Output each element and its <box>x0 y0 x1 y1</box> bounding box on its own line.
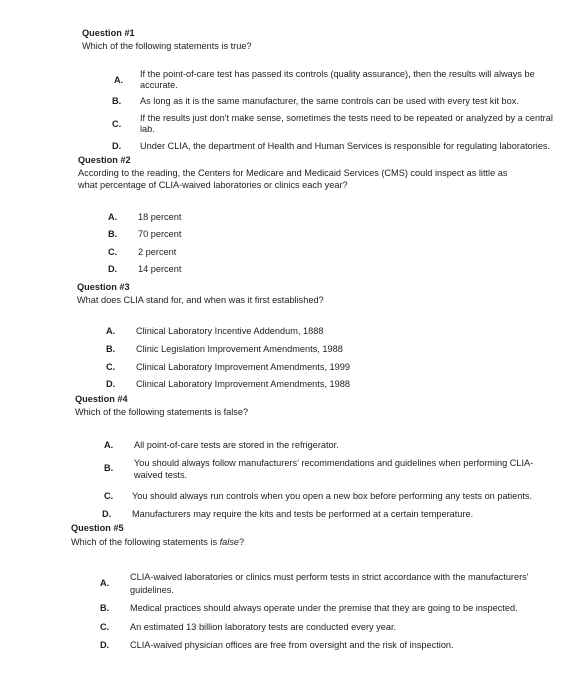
q5-option-c-letter: C. <box>100 622 110 632</box>
q4-option-a-letter: A. <box>104 440 114 450</box>
q2-option-b-letter: B. <box>108 229 118 239</box>
q5-option-a-text: CLIA-waived laboratories or clinics must perform tests in strict accordance with the manufacturers' <box>130 572 529 582</box>
q1-option-d-text: Under CLIA, the department of Health and Human Services is responsible for regulating laboratories. <box>140 141 551 151</box>
q4-option-a-text: All point-of-care tests are stored in the refrigerator. <box>134 440 339 450</box>
q1-option-a-letter: A. <box>114 75 124 85</box>
question-2-prompt: According to the reading, the Centers for Medicare and Medicaid Services (CMS) could inspect as little as <box>78 168 508 178</box>
q4-option-b-letter: B. <box>104 463 114 473</box>
question-3-prompt: What does CLIA stand for, and when was it first established? <box>77 295 324 305</box>
question-4-title: Question #4 <box>75 394 128 404</box>
q4-option-d-letter: D. <box>102 509 112 519</box>
q3-option-c-text: Clinical Laboratory Improvement Amendments, 1999 <box>136 362 350 372</box>
q1-option-c-text-cont: lab. <box>140 124 155 134</box>
q2-option-c-text: 2 percent <box>138 247 177 257</box>
question-5-prompt <box>71 537 244 549</box>
q2-option-a-letter: A. <box>108 212 118 222</box>
q1-option-d-letter: D. <box>112 141 122 151</box>
q1-option-c-text: If the results just don't make sense, sometimes the tests need to be repeated or analyzed by a central <box>140 113 553 123</box>
q1-option-a-text: If the point-of-care test has passed its controls (quality assurance), then the results will always be <box>140 69 535 79</box>
q5-option-d-text: CLIA-waived physician offices are free from oversight and the risk of inspection. <box>130 640 454 650</box>
q2-option-b-text: 70 percent <box>138 229 182 239</box>
q4-option-c-letter: C. <box>104 491 114 501</box>
q2-option-d-letter: D. <box>108 264 118 274</box>
question-5-prompt-emphasis: false <box>219 537 240 547</box>
question-5-prompt-post: ? <box>239 537 245 547</box>
q3-option-a-text: Clinical Laboratory Incentive Addendum, 1888 <box>136 326 324 336</box>
q2-option-d-text: 14 percent <box>138 264 182 274</box>
q4-option-b-text: You should always follow manufacturers' recommendations and guidelines when performing CLIA- <box>134 458 534 468</box>
question-5-title: Question #5 <box>71 523 124 533</box>
question-3-title: Question #3 <box>77 282 130 292</box>
q5-option-a-text-cont: guidelines. <box>130 585 174 595</box>
q5-option-b-letter: B. <box>100 603 110 613</box>
q1-option-a-text-cont: accurate. <box>140 80 178 90</box>
q5-option-c-text: An estimated 13 billion laboratory tests are conducted every year. <box>130 622 397 632</box>
q2-option-c-letter: C. <box>108 247 118 257</box>
q1-option-b-letter: B. <box>112 96 122 106</box>
q3-option-d-letter: D. <box>106 379 116 389</box>
question-4-prompt: Which of the following statements is false? <box>75 407 249 417</box>
q3-option-b-letter: B. <box>106 344 116 354</box>
q4-option-c-text: You should always run controls when you open a new box before performing any tests on patients. <box>132 491 533 501</box>
q3-option-a-letter: A. <box>106 326 116 336</box>
q4-option-d-text: Manufacturers may require the kits and tests be performed at a certain temperature. <box>132 509 474 519</box>
question-5-prompt-pre: Which of the following statements is <box>71 537 220 547</box>
q1-option-c-letter: C. <box>112 119 122 129</box>
question-1-title: Question #1 <box>82 28 135 38</box>
question-1-prompt: Which of the following statements is true? <box>82 41 252 51</box>
question-2-prompt-cont: what percentage of CLIA-waived laboratories or clinics each year? <box>78 180 348 190</box>
q5-option-b-text: Medical practices should always operate under the premise that they are going to be inspected. <box>130 603 518 613</box>
q3-option-c-letter: C. <box>106 362 116 372</box>
q3-option-d-text: Clinical Laboratory Improvement Amendments, 1988 <box>136 379 350 389</box>
q5-option-a-letter: A. <box>100 578 110 588</box>
q1-option-b-text: As long as it is the same manufacturer, the same controls can be used with every test kit box. <box>140 96 519 106</box>
q5-option-d-letter: D. <box>100 640 110 650</box>
q3-option-b-text: Clinic Legislation Improvement Amendments, 1988 <box>136 344 343 354</box>
question-2-title: Question #2 <box>78 155 131 165</box>
q4-option-b-text-cont: waived tests. <box>134 470 188 480</box>
q2-option-a-text: 18 percent <box>138 212 182 222</box>
